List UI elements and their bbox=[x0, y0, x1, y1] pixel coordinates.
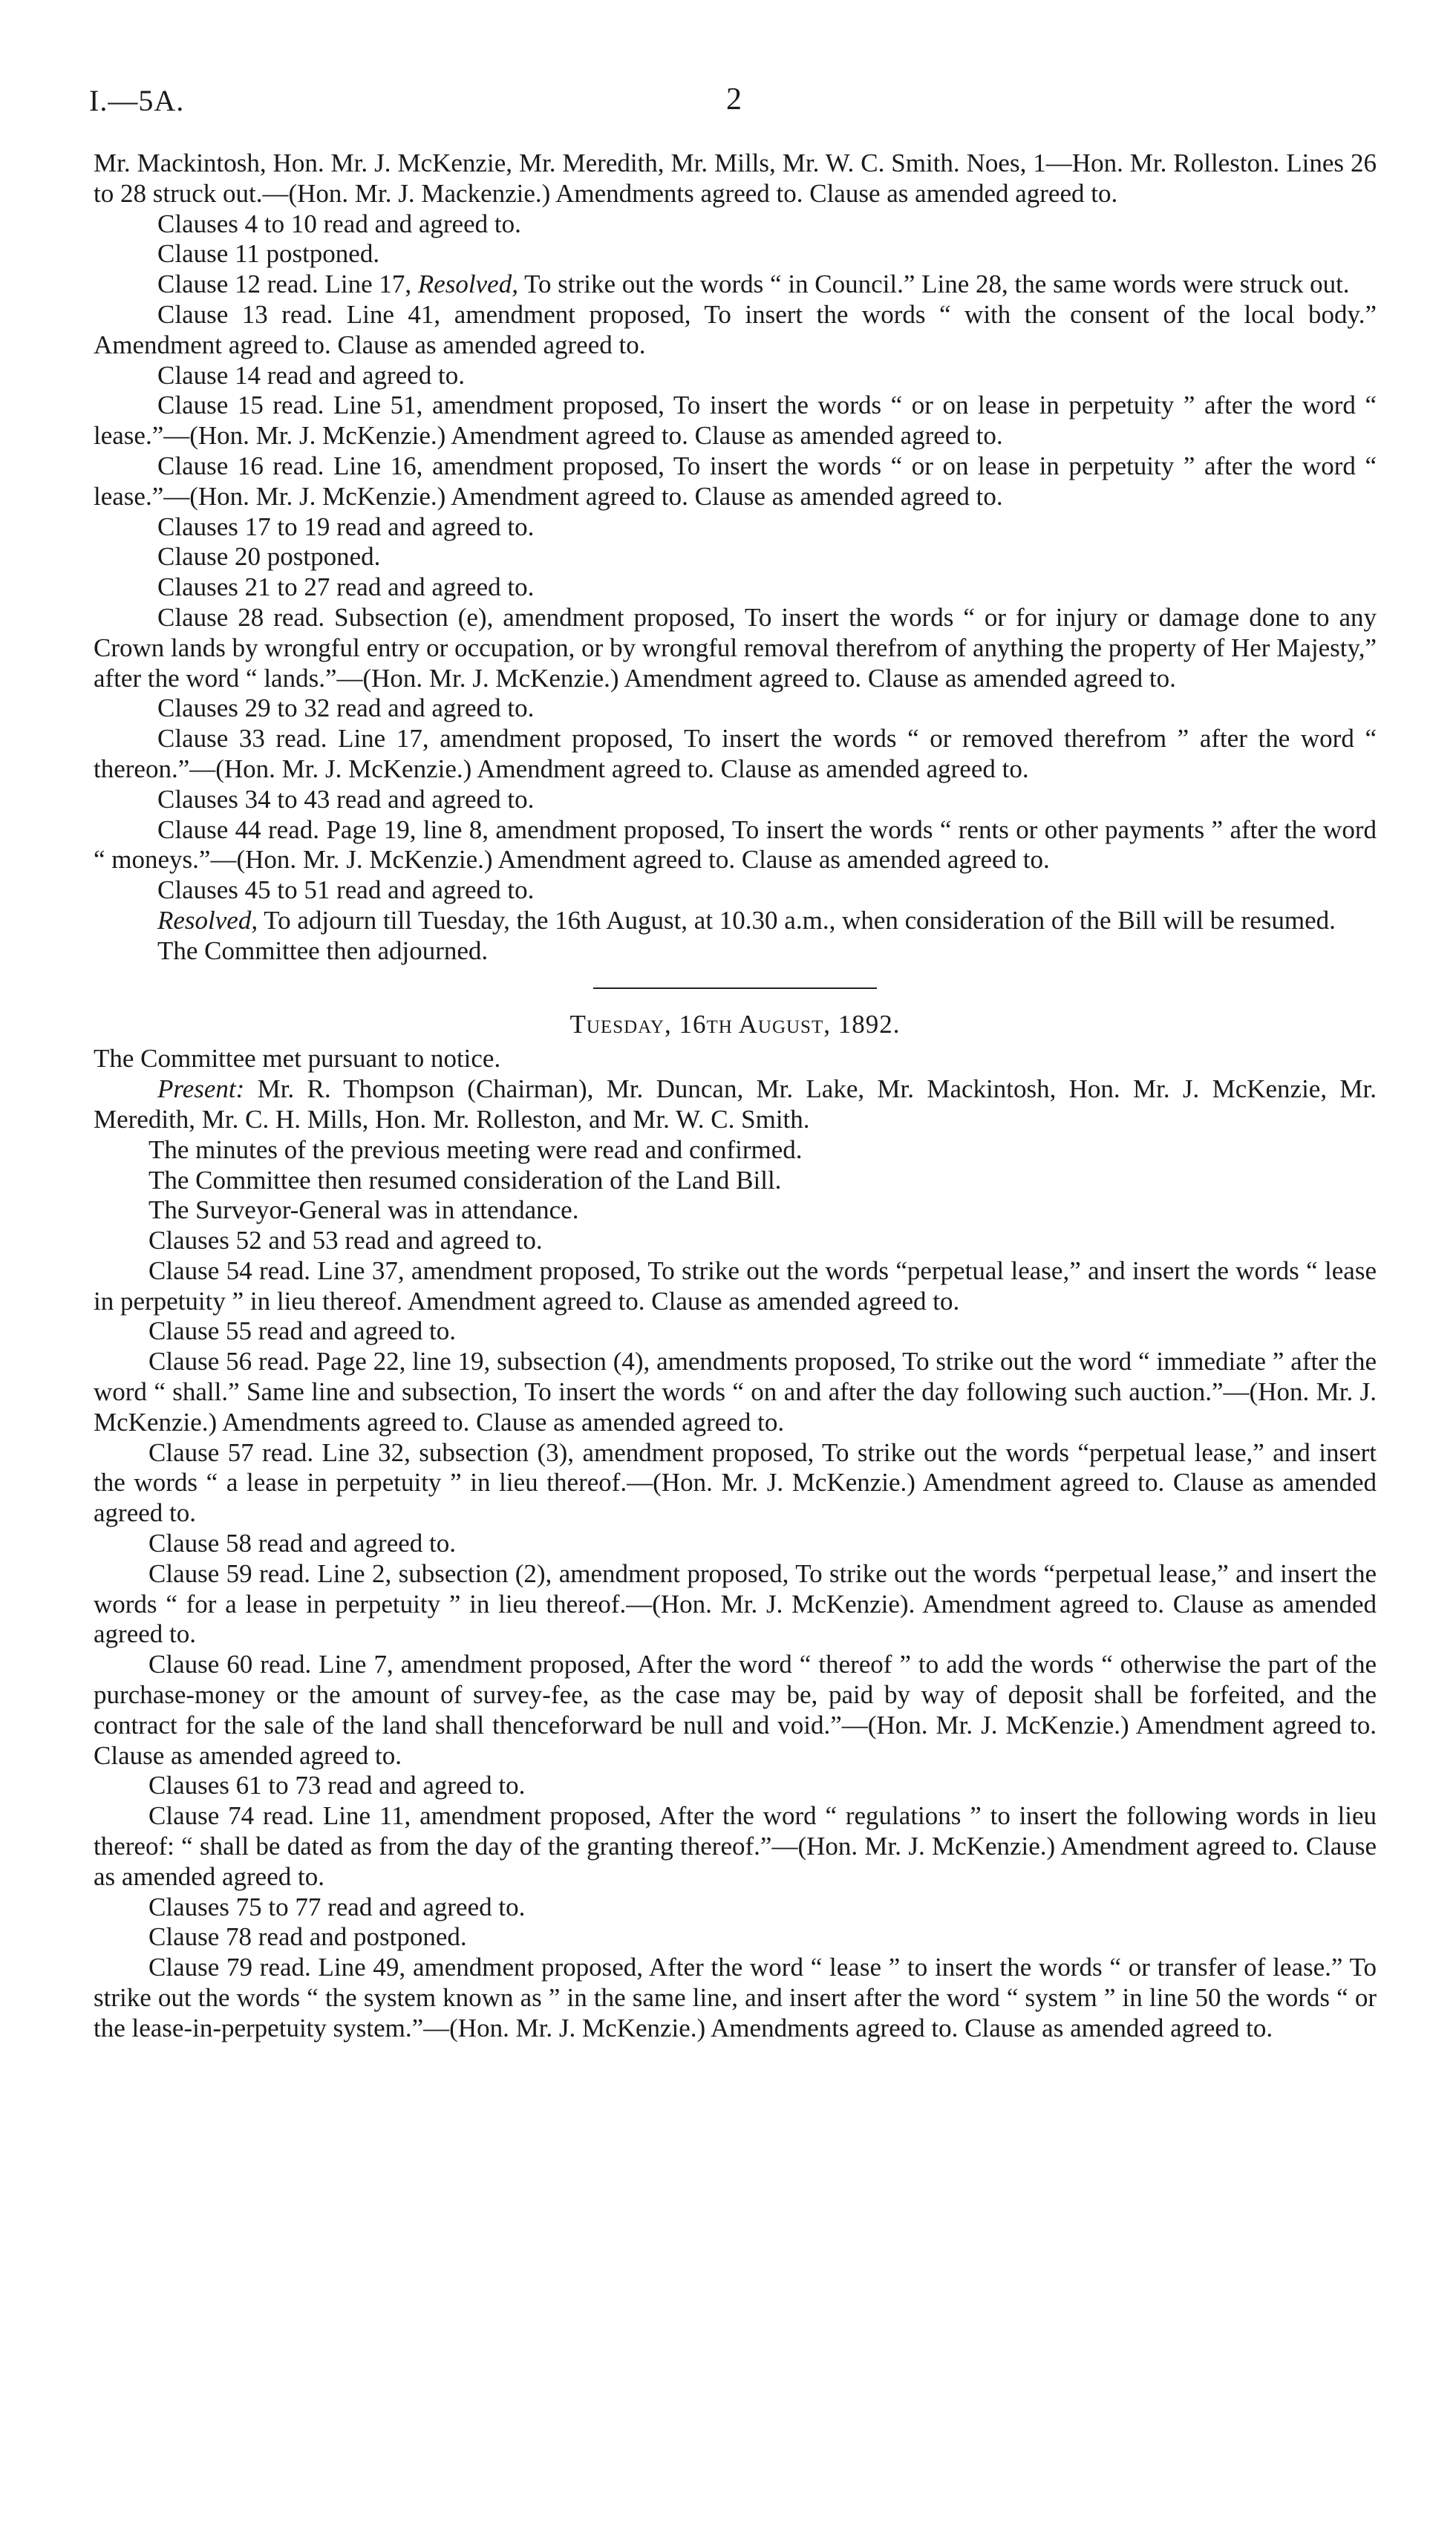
paragraph: Mr. Mackintosh, Hon. Mr. J. McKenzie, Mr. Meredith, Mr. Mills, Mr. W. C. Smith. Noes, 1—Hon. Mr. Rolleston. Lines 26 to 28 struck out.—(Hon. Mr. J. Mackenzie.) Amendments agreed to. Clause as amended agreed to. bbox=[94, 148, 1377, 208]
page-number: 2 bbox=[726, 82, 742, 117]
present-label: Present: bbox=[157, 1074, 245, 1104]
paragraph: Clause 11 postponed. bbox=[157, 239, 380, 269]
paragraph: Clauses 45 to 51 read and agreed to. bbox=[157, 875, 535, 905]
paragraph: Clause 79 read. Line 49, amendment proposed, After the word “ lease ” to insert the words “ or transfer of lease.” To strike out the words “ the system known as ” in the same line, and insert after the word “ system ” in line 50 the words “ or the lease-in-perpetuity system.”—(Hon. Mr. J. McKenzie.) Amendments agreed to. Clause as amended agreed to. bbox=[94, 1953, 1377, 2042]
paragraph: Clauses 21 to 27 read and agreed to. bbox=[157, 572, 535, 602]
resolved-label: Resolved, bbox=[417, 270, 518, 299]
paragraph: Clauses 4 to 10 read and agreed to. bbox=[157, 209, 521, 238]
paragraph: The minutes of the previous meeting were read and confirmed. bbox=[148, 1134, 803, 1164]
section-heading: Tuesday, 16th August, 1892. bbox=[569, 1009, 901, 1039]
paragraph: Clauses 29 to 32 read and agreed to. bbox=[157, 693, 535, 723]
paragraph: Clause 74 read. Line 11, amendment proposed, After the word “ regulations ” to insert the following words in lieu thereof: “ shall be dated as from the day of the granting thereof.”—(Hon. Mr. J. McKenzie.) Amendment agreed to. Clause as amended agreed to. bbox=[94, 1801, 1377, 1891]
paragraph: Clause 56 read. Page 22, line 19, subsection (4), amendments proposed, To strike out the word “ immediate ” after the word “ shall.” Same line and subsection, To insert the words “ on and after the day following such auction.”—(Hon. Mr. J. McKenzie.) Amendments agreed to. Clause as amended agreed to. bbox=[94, 1347, 1377, 1437]
paragraph: Clause 59 read. Line 2, subsection (2), amendment proposed, To strike out the words “perpetual lease,” and insert the words “ for a lease in perpetuity ” in lieu thereof.—(Hon. Mr. J. McKenzie). Amendment agreed to. Clause as amended agreed to. bbox=[94, 1558, 1377, 1649]
paragraph: The Surveyor-General was in attendance. bbox=[148, 1195, 579, 1225]
paragraph: Clauses 61 to 73 read and agreed to. bbox=[148, 1771, 526, 1800]
paragraph: The Committee then adjourned. bbox=[157, 935, 489, 965]
paragraph: Present: Mr. R. Thompson (Chairman), Mr. Duncan, Mr. Lake, Mr. Mackintosh, Hon. Mr. J. McKenzie, Mr. Meredith, Mr. C. H. Mills, Hon. Mr. Rolleston, and Mr. W. C. Smith. bbox=[94, 1074, 1377, 1134]
paragraph: Clauses 52 and 53 read and agreed to. bbox=[148, 1226, 543, 1255]
paragraph: Clauses 75 to 77 read and agreed to. bbox=[148, 1892, 526, 1921]
paragraph: Clause 12 read. Line 17, Resolved, To strike out the words “ in Council.” Line 28, the same words were struck out. bbox=[157, 270, 1350, 299]
paragraph: Resolved, To adjourn till Tuesday, the 16th August, at 10.30 a.m., when consideration of the Bill will be resumed. bbox=[157, 905, 1336, 935]
section-divider bbox=[593, 987, 877, 989]
paragraph: Clause 20 postponed. bbox=[157, 542, 381, 572]
document-body bbox=[94, 148, 1377, 2044]
paragraph: Clause 58 read and agreed to. bbox=[148, 1529, 457, 1558]
paragraph: Clauses 34 to 43 read and agreed to. bbox=[157, 784, 535, 814]
paragraph: Clause 28 read. Subsection (e), amendment proposed, To insert the words “ or for injury or damage done to any Crown lands by wrongful entry or occupation, or by wrongful removal therefrom of anything the property of Her Majesty,” after the word “ lands.”—(Hon. Mr. J. McKenzie.) Amendment agreed to. Clause as amended agreed to. bbox=[94, 602, 1377, 693]
paragraph: Clause 78 read and postponed. bbox=[148, 1922, 467, 1952]
paragraph: Clause 44 read. Page 19, line 8, amendment proposed, To insert the words “ rents or other payments ” after the word “ moneys.”—(Hon. Mr. J. McKenzie.) Amendment agreed to. Clause as amended agreed to. bbox=[94, 814, 1377, 875]
paragraph: Clause 15 read. Line 51, amendment proposed, To insert the words “ or on lease in perpetuity ” after the word “ lease.”—(Hon. Mr. J. McKenzie.) Amendment agreed to. Clause as amended agreed to. bbox=[94, 391, 1377, 451]
paragraph: Clauses 17 to 19 read and agreed to. bbox=[157, 512, 535, 541]
paragraph: Clause 13 read. Line 41, amendment proposed, To insert the words “ with the consent of the local body.” Amendment agreed to. Clause as amended agreed to. bbox=[94, 299, 1377, 359]
paragraph: Clause 54 read. Line 37, amendment proposed, To strike out the words “perpetual lease,” and insert the words “ lease in perpetuity ” in lieu thereof. Amendment agreed to. Clause as amended agreed to. bbox=[94, 1255, 1377, 1316]
paragraph: Clause 55 read and agreed to. bbox=[148, 1316, 457, 1346]
paragraph: Clause 60 read. Line 7, amendment proposed, After the word “ thereof ” to add the words “ otherwise the part of the purchase-money or the amount of survey-fee, as the case may be, paid by way of deposit shall be forfeited, and the contract for the sale of the land shall thenceforward be null and void.”—(Hon. Mr. J. McKenzie.) Amendment agreed to. Clause as amended agreed to. bbox=[94, 1650, 1377, 1770]
document-reference: I.—5A. bbox=[89, 84, 185, 117]
paragraph: The Committee then resumed consideration of the Land Bill. bbox=[148, 1165, 782, 1195]
paragraph: Clause 14 read and agreed to. bbox=[157, 360, 466, 390]
paragraph: Clause 57 read. Line 32, subsection (3), amendment proposed, To strike out the words “perpetual lease,” and insert the words “ a lease in perpetuity ” in lieu thereof.—(Hon. Mr. J. McKenzie.) Amendment agreed to. Clause as amended agreed to. bbox=[94, 1437, 1377, 1528]
paragraph: Clause 16 read. Line 16, amendment proposed, To insert the words “ or on lease in perpetuity ” after the word “ lease.”—(Hon. Mr. J. McKenzie.) Amendment agreed to. Clause as amended agreed to. bbox=[94, 451, 1377, 511]
resolved-label: Resolved, bbox=[157, 905, 258, 935]
paragraph: The Committee met pursuant to notice. bbox=[94, 1044, 501, 1074]
paragraph: Clause 33 read. Line 17, amendment proposed, To insert the words “ or removed therefrom ” after the word “ thereon.”—(Hon. Mr. J. McKenzie.) Amendment agreed to. Clause as amended agreed to. bbox=[94, 724, 1377, 783]
